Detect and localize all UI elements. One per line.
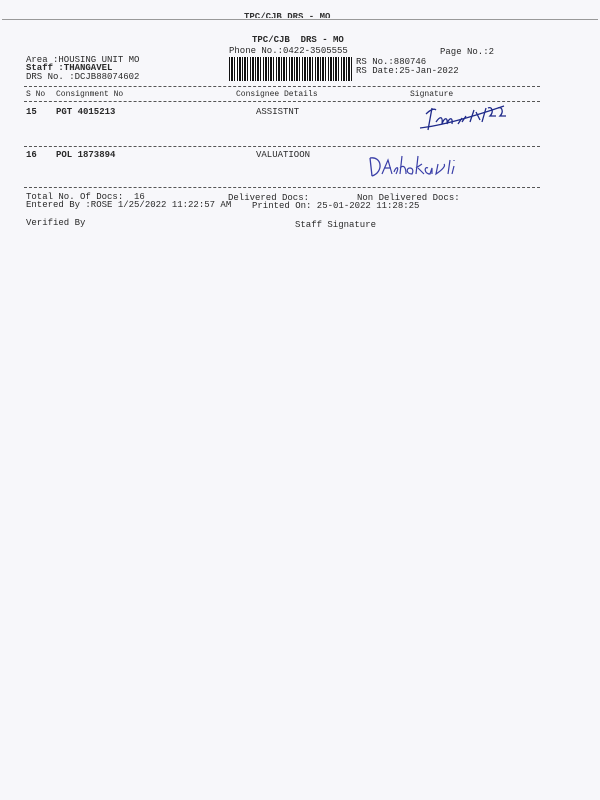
row-consignee: VALUATIOON xyxy=(256,150,311,160)
staff-signature-label: Staff Signature xyxy=(295,220,377,230)
staff-field: Staff :THANGAVEL xyxy=(26,63,113,73)
drs-number: DRS No. :DCJB88074602 xyxy=(26,72,140,82)
delivered-docs: Delivered Docs: xyxy=(228,193,310,203)
column-consignment: Consignment No xyxy=(56,90,124,99)
phone-number: Phone No.:0422-3505555 xyxy=(229,46,348,56)
top-border xyxy=(2,19,598,20)
column-sno: S No xyxy=(26,90,46,99)
barcode-image xyxy=(229,57,352,81)
total-docs: Total No. Of Docs: 16 xyxy=(26,192,145,202)
divider xyxy=(24,146,540,147)
page-number: Page No.:2 xyxy=(440,47,495,57)
printed-on: Printed On: 25-01-2022 11:28:25 xyxy=(252,201,420,211)
row-sno: 15 xyxy=(26,107,37,117)
signature-image-row-16 xyxy=(366,152,478,182)
divider xyxy=(24,86,540,87)
row-sno: 16 xyxy=(26,150,37,160)
divider xyxy=(24,187,540,188)
non-delivered-docs: Non Delivered Docs: xyxy=(357,193,460,203)
entered-by: Entered By :ROSE 1/25/2022 11:22:57 AM xyxy=(26,200,232,210)
column-consignee: Consignee Details xyxy=(236,90,318,99)
area-field: Area :HOUSING UNIT MO xyxy=(26,55,140,65)
verified-by-label: Verified By xyxy=(26,218,86,228)
clipped-top-header xyxy=(0,0,600,18)
clipped-title: TPC/CJB DRS - MO xyxy=(244,12,331,18)
signature-image-row-15 xyxy=(418,98,508,138)
row-consignee: ASSISTNT xyxy=(256,107,300,117)
document-title: TPC/CJB DRS - MO xyxy=(252,35,344,45)
row-consignment-no: POL 1873894 xyxy=(56,150,116,160)
rs-date: RS Date:25-Jan-2022 xyxy=(356,66,459,76)
rs-number: RS No.:880746 xyxy=(356,57,427,67)
row-consignment-no: PGT 4015213 xyxy=(56,107,116,117)
column-signature: Signature xyxy=(410,90,454,99)
